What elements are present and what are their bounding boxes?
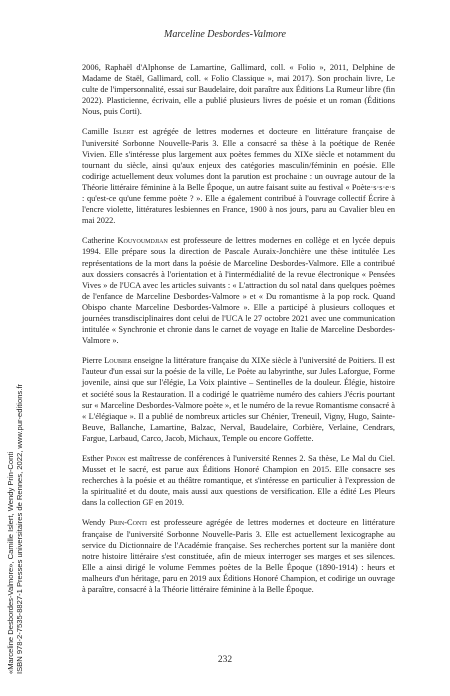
contributor-entry xyxy=(82,235,395,346)
side-credit-isbn: ISBN 978-2-7535-8827-1 Presses universitaires de Rennes, 2022, www.pur-editions.fr xyxy=(15,384,25,674)
contributor-first-name: Catherine xyxy=(82,236,118,246)
entry-text: est professeure agrégée de lettres modernes et docteure en littérature française de l'université Sorbonne Nouvelle-Paris 3. Elle est actuellement lexicographe au service du Dictionnaire de l'Académie française. Ses recherches portent sur la manière dont notre histoire littéraire s'est constituée, afin de mieux interroger ses marges et ses silences. Elle a ainsi dirigé le volume Femmes poètes de la Belle Époque (1890-1914) : heurs et malheurs d'un héritage, paru en 2019 aux Éditions Honoré Champion, et codirige un ouvrage à paraître, consacré à la Théorie littéraire féminine à la Belle Époque. xyxy=(82,518,395,595)
contributor-entry-continuation xyxy=(82,62,395,117)
contributor-surname: Islert xyxy=(113,127,134,137)
entry-text: 2006, Raphaël d'Alphonse de Lamartine, Gallimard, coll. « Folio », 2011, Delphine de Madame de Staël, Gallimard, coll. « Folio Classique », mai 2017). Son prochain livre, Le culte de l'impersonnalité, essai sur Baudelaire, doit paraître aux Éditions La Rumeur libre (fin 2022). Plasticienne, écrivain, elle a publié plusieurs livres de poésie et un roman (Éditions Nous, puis Corti). xyxy=(82,63,395,117)
entry-text: enseigne la littérature française du XIXe siècle à l'université de Poitiers. Il est l'auteur d'un essai sur la poésie de la ville, Le Poète au labyrinthe, sur Jules Laforgue, Forme jovenile, ainsi que sur l'élégie, La Voix plaintive – Sentinelles de la douleur. Élégie, histoire et société sous la Restauration. Il a codirigé le quatrième numéro des cahiers J'écris pourtant sur « Marceline Desbordes-Valmore poète », et le numéro de la revue Romantisme consacré à « L'élégiaque ». Il a publié de nombreux articles sur Chénier, Treneuil, Vigny, Hugo, Sainte-Beuve, Ballanche, Lamartine, Balzac, Nerval, Baudelaire, Corbière, Verlaine, Cendrars, Fargue, Larbaud, Carco, Jacob, Michaux, Temple ou encore Goffette. xyxy=(82,356,396,443)
contributor-surname: Prin-Conti xyxy=(109,518,147,528)
contributor-surname: Kouyoumdjian xyxy=(117,236,168,246)
entry-text: est maîtresse de conférences à l'université Rennes 2. Sa thèse, Le Mal du Ciel. Musset et le sacré, est parue aux Éditions Honoré Champion en 2015. Elle consacre ses recherches à la poésie et au théâtre romantique, et s'intéresse en particulier à l'expression de la spiritualité et du doute, mais aussi aux questions de versification. Elle a édité Les Pleurs dans la collection GF en 2019. xyxy=(82,454,395,508)
entry-text: est agrégée de lettres modernes et docteure en littérature française de l'université Sorbonne Nouvelle-Paris 3. Elle a consacré sa thèse à la poétique de Renée Vivien. Elle s'intéresse plus largement aux poètes femmes du XIXe siècle et notamment du tournant du siècle, ainsi qu'aux enjeux des catégories masculin/féminin en poésie. Elle codirige actuellement deux volumes dont la parution est prochaine : un ouvrage autour de la Théorie littéraire féminine à la Belle Époque, un autre faisant suite au festival « Poète·s·s·e·s : qu'est-ce qu'une femme poète ? ». Elle a également contribué à l'ouvrage collectif Écrire à l'encre violette, littératures lesbiennes en France, 1900 à nos jours, paru au Cavalier bleu en mai 2022. xyxy=(82,127,395,226)
contributor-entry xyxy=(82,517,395,595)
side-credit xyxy=(6,294,58,674)
running-title: Marceline Desbordes-Valmore xyxy=(164,29,286,40)
side-credit-line: «Marceline Desbordes-Valmore», Camille Islert, Wendy Prin-Conti xyxy=(6,451,15,674)
contributor-first-name: Pierre xyxy=(82,356,105,366)
contributor-first-name: Camille xyxy=(82,127,114,137)
contributor-first-name: Wendy xyxy=(82,518,110,528)
contributor-first-name: Esther xyxy=(82,454,106,463)
page-number: 232 xyxy=(217,655,233,665)
contributor-entry xyxy=(82,453,395,508)
contributors-list xyxy=(82,62,395,604)
contributor-entry xyxy=(82,126,395,226)
contributor-surname: Loubier xyxy=(104,356,132,366)
contributor-surname: Pinon xyxy=(105,454,126,463)
contributor-entry xyxy=(82,355,395,444)
entry-text: est professeure de lettres modernes en collège et en lycée depuis 1994. Elle prépare sous la direction de Pascale Auraix-Jonchière une thèse intitulée Les représentations de la mort dans la poésie de Marceline Desbordes-Valmore. Elle a contribué aux dossiers consacrés à l'orientation et à l'intermédialité de la revue électronique « Pensées Vives » de l'UCA avec les articles suivants : « L'attraction du sol natal dans quelques poèmes de l'enfance de Marceline Desbordes-Valmore » et « Du romantisme à la pop rock. Quand Obispo chante Marceline Desbordes-Valmore ». Elle a participé à plusieurs colloques et journées transdisciplinaires dont celui de l'UCA le 27 octobre 2021 avec une communication intitulée « Synchronie et chronie dans le carnet de voyage en Italie de Marceline Desbordes-Valmore ». xyxy=(82,236,395,346)
